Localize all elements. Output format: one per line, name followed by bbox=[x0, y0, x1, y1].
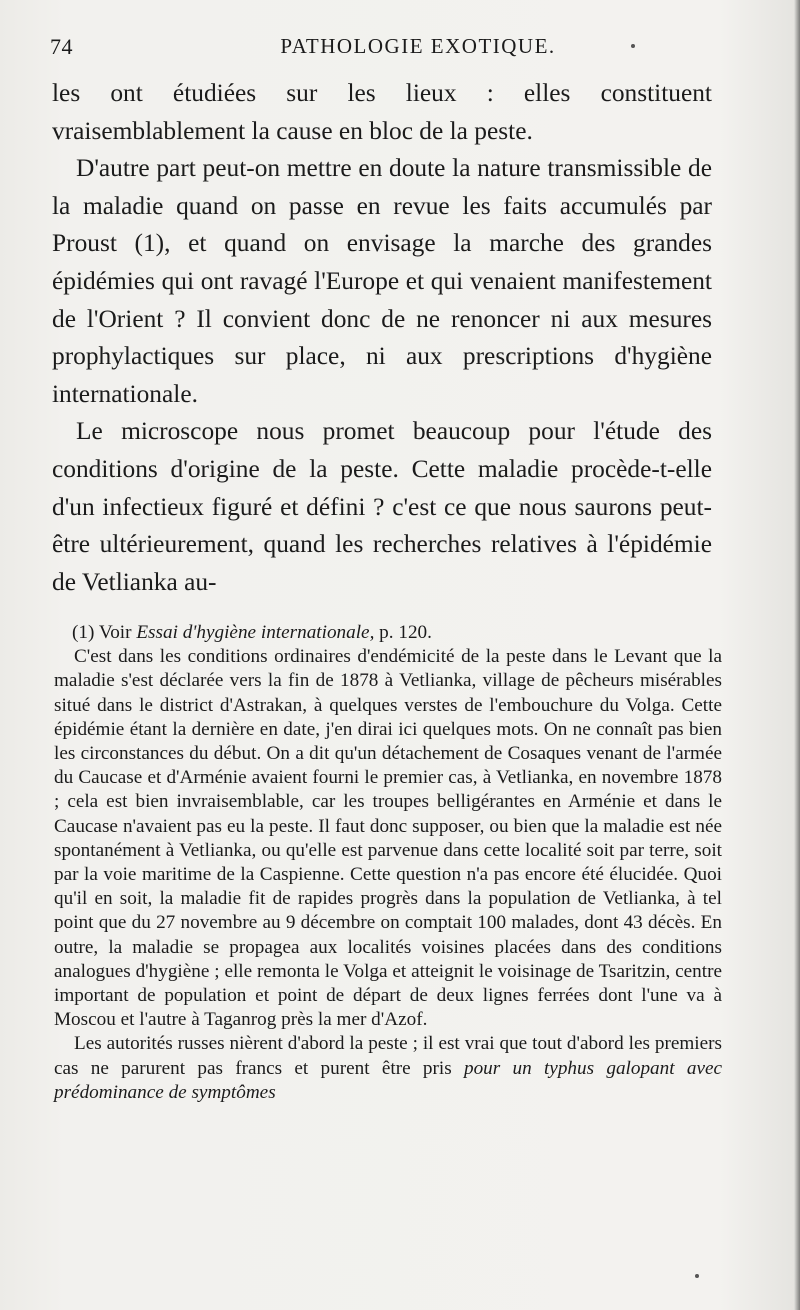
page-number: 74 bbox=[50, 34, 73, 59]
footnote-1-title: Essai d'hygiène internationale, bbox=[136, 622, 375, 643]
footnote-paragraph-3 bbox=[54, 1032, 722, 1105]
footnote-paragraph-2: C'est dans les conditions ordinaires d'endémicité de la peste dans le Levant que la maladie s'est déclarée vers la fin de 1878 à Vetlianka, village de pêcheurs misérables situé dans le district d'Astrakan, à quelques verstes de l'embouchure du Volga. Cette épidémie étant la dernière en date, j'en dirai ici quelques mots. On ne connaît pas bien les circonstances du début. On a dit qu'un détachement de Cosaques venant de l'armée du Caucase et d'Arménie avaient fourni le premier cas, à Vetlianka, en novembre 1878 ; cela est bien invraisemblable, car les troupes belligérantes en Arménie et dans le Caucase n'avaient pas eu la peste. Il faut donc supposer, ou bien que la maladie est née spontanément à Vetlianka, ou qu'elle est parvenue dans cette localité soit par terre, soit par la voie maritime de la Caspienne. Cette question n'a pas encore été élucidée. Quoi qu'il en soit, la maladie fit de rapides progrès dans la population de Vetlianka, à tel point que du 27 novembre au 9 décembre on comptait 100 malades, dont 43 décès. En outre, la maladie se propagea aux localités voisines placées dans des conditions analogues d'hygiène ; elle remonta le Volga et atteignit le voisinage de Tsaritzin, centre important de population et point de départ de deux lignes ferrées dont l'une va à Moscou et l'autre à Taganrog près la mer d'Azof. bbox=[54, 646, 722, 1031]
main-text bbox=[52, 75, 712, 601]
paragraph-3: Le microscope nous promet beaucoup pour l'étude des conditions d'origine de la peste. Cette maladie procède-t-elle d'un infectieux figuré et défini ? c'est ce que nous saurons peut-être ultérieurement, quand les recherches relatives à l'épidémie de Vetlianka au- bbox=[52, 417, 712, 596]
footnote-1-marker: (1) Voir bbox=[72, 622, 132, 643]
ink-speck bbox=[631, 44, 635, 48]
paragraph-2: D'autre part peut-on mettre en doute la nature transmissible de la maladie quand on passe en revue les faits accumulés par Proust (1), et quand on envisage la marche des grandes épidémies qui ont ravagé l'Europe et qui venaient manifestement de l'Orient ? Il convient donc de ne renoncer ni aux mesures prophylactiques sur place, ni aux prescriptions d'hygiène internationale. bbox=[52, 154, 712, 408]
paragraph-1: les ont étudiées sur les lieux : elles constituent vraisemblablement la cause en bloc de la peste. bbox=[52, 79, 712, 145]
page-header bbox=[48, 30, 748, 64]
footnote-paragraph-3-text: Les autorités russes nièrent d'abord la peste ; il est vrai que tout d'abord les premiers cas ne parurent pas francs et purent être pris bbox=[54, 1033, 722, 1079]
page-edge-shadow bbox=[794, 0, 800, 1310]
running-head: PATHOLOGIE EXOTIQUE. bbox=[280, 34, 556, 58]
ink-speck bbox=[695, 1274, 699, 1278]
footnote-1-page: p. 120. bbox=[379, 622, 432, 643]
footnote-1 bbox=[54, 621, 722, 645]
footnote-paragraph-3-italic: pour un typhus galopant avec prédominance de symptômes bbox=[54, 1057, 723, 1103]
footnotes bbox=[54, 621, 722, 1105]
